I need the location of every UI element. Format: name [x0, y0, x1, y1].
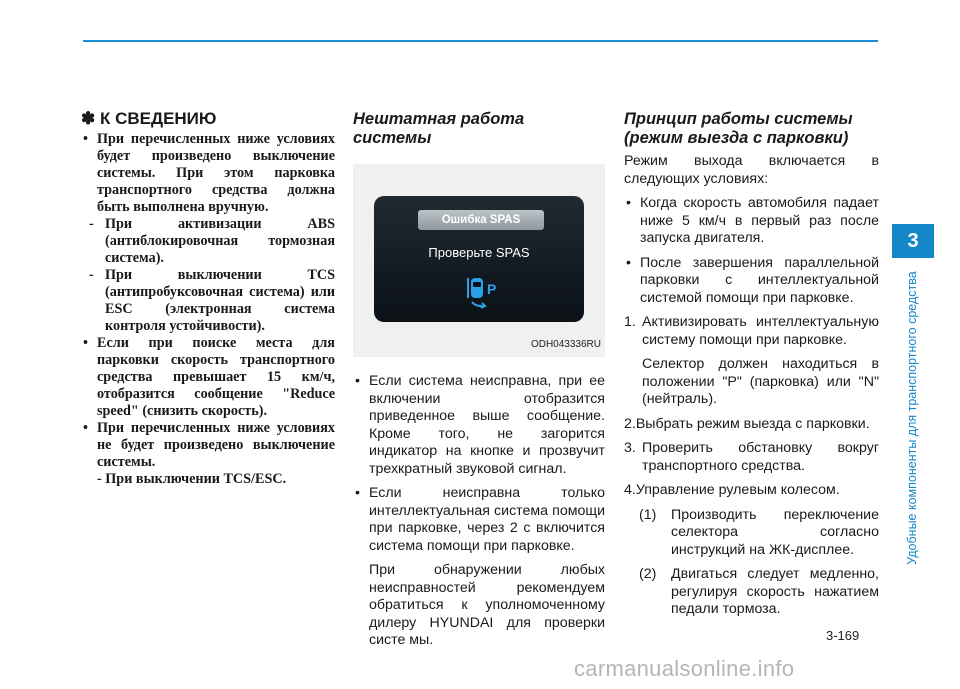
- step-3-number: 3.: [624, 440, 636, 456]
- cluster-display: [374, 196, 584, 322]
- spas-error-figure: [353, 164, 605, 357]
- note-subitem-abs-text: При активизации ABS (антиблокировочная тормозная система).: [105, 216, 335, 266]
- malfunction-bullet-1: • Если система неисправна, при ее включении отобразится приведенное выше сообщение. Кроме того, не загорится индикатор на кнопке и прозвучит трехкратный звуковой сигнал.: [353, 373, 605, 478]
- note-column: [81, 110, 335, 488]
- step-4-sub-2: [624, 566, 879, 619]
- step-1-number: 1.: [624, 314, 636, 330]
- figure-code: ODH043336RU: [530, 338, 601, 350]
- note-bullet-3: • При перечисленных ниже условиях не будет произведено выключение системы.: [81, 420, 335, 471]
- note-subitem-abs: - При активизации ABS (антиблокировочная тормозная система).: [89, 216, 335, 266]
- step-2: 2.Выбрать режим выезда с парковки.: [624, 415, 870, 432]
- exit-mode-intro: Режим выхода включается в следующих условиях:: [624, 153, 879, 187]
- svg-text:P: P: [487, 281, 497, 297]
- malfunction-bullet-2: • Если неисправна только интеллектуальная система помощи при парковке, через 2 с включится система помощи при парковке.: [353, 485, 605, 555]
- step-4-sub-1: [624, 507, 879, 560]
- exit-mode-heading: Принцип работы системы (режим выезда с парковки): [624, 110, 853, 147]
- malfunction-heading: Нештатная работа системы: [353, 110, 525, 147]
- error-bar: Ошибка SPAS: [418, 210, 544, 230]
- note-subitem-tcs: - При выключении TCS (антипробуксовочная система) или ESC (электронная система контроля устойчивости).: [89, 267, 335, 334]
- malfunction-recommendation: При обнаружении любых неисправностей рекомендуем обратиться к уполномоченному дилеру HYUNDAI для проверки систе мы.: [369, 562, 605, 648]
- malfunction-column: [353, 110, 605, 650]
- note-subitem-tcs-text: При выключении TCS (антипробуксовочная система) или ESC (электронная система контроля устойчивости).: [105, 267, 335, 334]
- page-number: 3-169: [826, 628, 860, 643]
- step-4-sub-2-number: (2): [639, 566, 657, 582]
- step-4-sub-1-text: Производить переключение селектора согласно инструкций на ЖК-дисплее.: [671, 506, 879, 558]
- check-spas-message: Проверьте SPAS: [428, 245, 530, 260]
- chapter-number-badge: 3: [892, 224, 934, 258]
- chapter-title: [897, 268, 927, 568]
- step-3-text: Проверить обстановку вокруг транспортного средства.: [642, 440, 879, 474]
- step-4: 4.Управление рулевым колесом.: [624, 482, 840, 498]
- watermark: carmanualsonline.info: [574, 656, 795, 681]
- step-1-text: Активизировать интеллектуальную систему помощи при парковке.: [642, 314, 879, 348]
- chapter-title-text: Удобные компоненты для транспортного средства: [905, 271, 919, 565]
- step-1-note: Селектор должен находиться в положении "P" (парковка) или "N" (нейтраль).: [642, 356, 879, 407]
- step-4-sub-2-text: Двигаться следует медленно, регулируя скорость нажатием педали тормоза.: [671, 566, 879, 617]
- top-rule: [83, 40, 878, 42]
- parking-assist-icon: [462, 274, 502, 310]
- step-1: [624, 314, 879, 349]
- step-3: [624, 440, 879, 475]
- step-4-sub-1-number: (1): [639, 506, 657, 523]
- note-bullet-1: • При перечисленных ниже условиях будет произведено выключение системы. При этом парковка транспортного средства должна быть выполнена вручную.: [81, 131, 335, 216]
- note-heading: ✽ К СВЕДЕНИЮ: [81, 109, 217, 128]
- exit-condition-1: • Когда скорость автомобиля падает ниже 5 км/ч в первый раз после запуска двигателя.: [624, 195, 879, 248]
- note-bullet-2: • Если при поиске места для парковки скорость транспортного средства превышает 15 км/ч, отобразится сообщение "Reduce speed" (снизить скорость).: [81, 335, 335, 420]
- note-subitem-tcs-esc: - При выключении TCS/ESC.: [97, 471, 287, 487]
- exit-mode-column: [624, 110, 879, 619]
- exit-condition-2: • После завершения параллельной парковки с интеллектуальной системой помощи при парковке.: [624, 255, 879, 308]
